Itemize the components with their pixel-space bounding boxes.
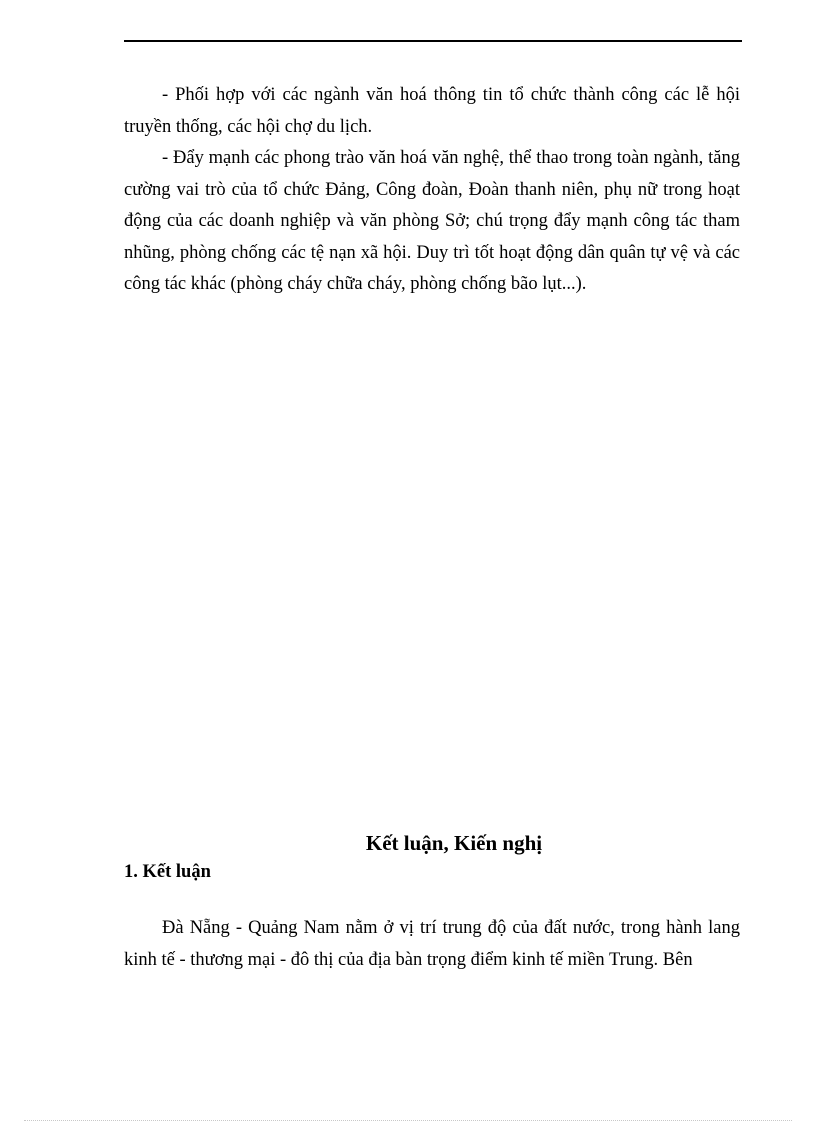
paragraph-cultural-festivals: - Phối hợp với các ngành văn hoá thông tin tổ chức thành công các lễ hội truyền thống, các hội chợ du lịch. bbox=[124, 85, 740, 137]
conclusion-text-section bbox=[124, 913, 740, 976]
body-text-section bbox=[124, 80, 740, 301]
chapter-title: Kết luận, Kiến nghị bbox=[365, 831, 543, 855]
header-rule bbox=[124, 40, 742, 42]
footer-dotted-rule bbox=[24, 1120, 792, 1121]
section-heading-conclusion: 1. Kết luận bbox=[124, 862, 211, 882]
paragraph-cultural-movements: - Đẩy mạnh các phong trào văn hoá văn nghệ, thể thao trong toàn ngành, tăng cường vai trò của tổ chức Đảng, Công đoàn, Đoàn thanh niên, phụ nữ trong hoạt động của các doanh nghiệp và văn phòng Sở; chú trọng đẩy mạnh công tác tham nhũng, phòng chống các tệ nạn xã hội. Duy trì tốt hoạt động dân quân tự vệ và các công tác khác (phòng cháy chữa cháy, phòng chống bão lụt...). bbox=[124, 148, 740, 294]
paragraph-danang-location: Đà Nẵng - Quảng Nam nằm ở vị trí trung độ của đất nước, trong hành lang kinh tế - thương mại - đô thị của địa bàn trọng điểm kinh tế miền Trung. Bên bbox=[124, 918, 740, 970]
